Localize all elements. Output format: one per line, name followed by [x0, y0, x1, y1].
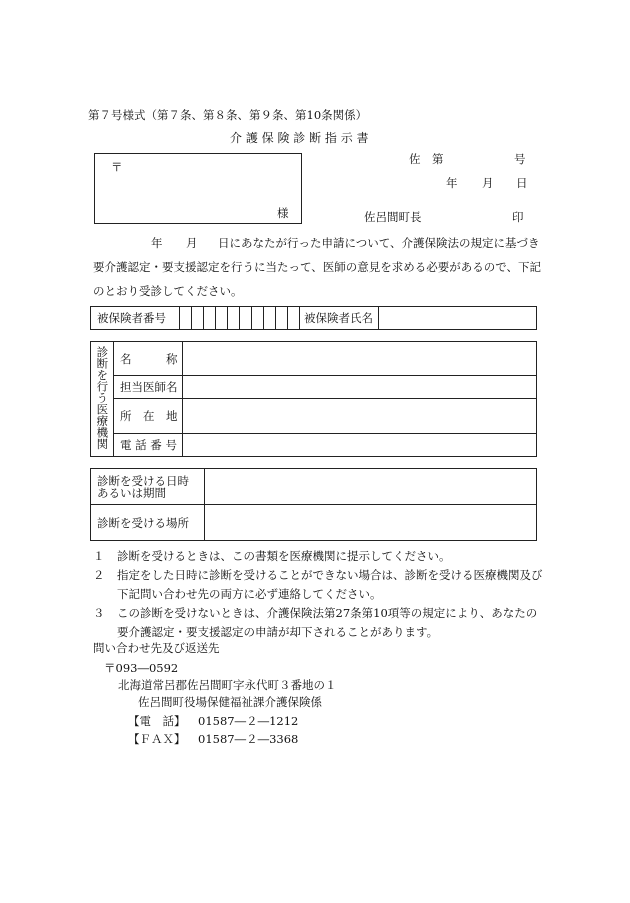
contact-tel: 01587―２―1212	[198, 714, 299, 728]
note-number: ２	[93, 568, 105, 582]
facility-table	[90, 341, 537, 457]
intro-month: 月	[186, 236, 198, 250]
intro-line1: 日にあなたが行った申請について、介護保険法の規定に基づき	[218, 236, 540, 250]
facility-field-doctor[interactable]	[183, 376, 537, 399]
intro-line2: 要介護認定・要支援認定を行うに当たって、医師の意見を求める必要があるので、下記	[93, 260, 542, 274]
note-number: １	[93, 549, 105, 563]
diagnosis-place-field[interactable]	[205, 505, 537, 541]
insured-number-digit-cell[interactable]	[240, 307, 252, 330]
facility-field-address[interactable]	[183, 399, 537, 434]
insured-number-digit-cell[interactable]	[192, 307, 204, 330]
intro-year: 年	[151, 236, 163, 250]
contact-tel-label: 【電 話】	[128, 714, 186, 728]
note-item	[93, 547, 543, 566]
doc-number-prefix: 佐	[409, 152, 421, 166]
doc-number-go: 号	[514, 152, 526, 166]
insured-number-digit-cell[interactable]	[216, 307, 228, 330]
diagnosis-datetime-label-1: 診断を受ける日時	[97, 473, 189, 488]
facility-side-label: 診断を行う医療機関	[95, 345, 110, 450]
note-number: ３	[93, 606, 105, 620]
insured-number-label: 被保険者番号	[91, 307, 180, 330]
contact-address: 北海道常呂郡佐呂間町字永代町３番地の１	[118, 678, 337, 692]
insured-name-label: 被保険者氏名	[300, 307, 379, 330]
date-day: 日	[516, 176, 528, 190]
facility-field-phone[interactable]	[183, 434, 537, 457]
note-item	[93, 566, 543, 604]
facility-field-name[interactable]	[183, 342, 537, 376]
date-year: 年	[446, 176, 458, 190]
insured-name-field[interactable]	[379, 307, 537, 330]
postal-mark: 〒	[111, 160, 123, 174]
document-title: 介 護 保 険 診 断 指 示 書	[230, 131, 369, 145]
note-text: 診断を受けるときは、この書類を医療機関に提示してください。	[117, 549, 451, 563]
insured-number-digit-cell[interactable]	[180, 307, 192, 330]
issuer-seal: 印	[512, 210, 524, 224]
doc-number-dai: 第	[432, 152, 444, 166]
insured-number-digit-cell[interactable]	[276, 307, 288, 330]
insured-number-digit-cell[interactable]	[204, 307, 216, 330]
intro-line3: のとおり受診してください。	[93, 284, 243, 298]
insured-number-digit-cell[interactable]	[252, 307, 264, 330]
insured-number-digit-cell[interactable]	[228, 307, 240, 330]
diagnosis-datetime-label-cell	[91, 469, 205, 505]
form-id: 第７号様式（第７条、第８条、第９条、第10条関係）	[88, 108, 368, 122]
facility-label-address: 所 在 地	[114, 399, 183, 434]
diagnosis-place-label: 診断を受ける場所	[91, 505, 205, 541]
facility-label-name: 名 称	[114, 342, 183, 376]
insured-table	[90, 306, 537, 330]
recipient-address-box	[94, 153, 302, 224]
issuer-name: 佐呂間町長	[364, 210, 422, 224]
note-text: この診断を受けないときは、介護保険法第27条第10項等の規定により、あなたの要介護認定・要支援認定の申請が却下されることがあります。	[117, 606, 538, 639]
diagnosis-table	[90, 468, 537, 541]
diagnosis-datetime-label-2: あるいは期間	[97, 485, 166, 500]
diagnosis-datetime-field[interactable]	[205, 469, 537, 505]
contact-postal: 〒093―0592	[104, 661, 179, 675]
contact-heading: 問い合わせ先及び返送先	[93, 641, 220, 655]
contact-fax-label: 【ＦＡＸ】	[128, 732, 186, 746]
contact-dept: 佐呂間町役場保健福祉課介護保険係	[138, 695, 322, 709]
facility-label-phone: 電 話 番 号	[114, 434, 183, 457]
date-month: 月	[482, 176, 494, 190]
contact-fax: 01587―２―3368	[198, 732, 299, 746]
note-item	[93, 604, 543, 642]
notes-list	[93, 547, 543, 642]
note-text: 指定をした日時に診断を受けることができない場合は、診断を受ける医療機関及び下記問い合わせ先の両方に必ず連絡してください。	[117, 568, 543, 601]
insured-number-digit-cell[interactable]	[288, 307, 300, 330]
honorific: 様	[277, 206, 289, 220]
facility-label-doctor: 担当医師名	[114, 376, 183, 399]
facility-side-label-cell	[91, 342, 114, 457]
insured-number-digit-cell[interactable]	[264, 307, 276, 330]
